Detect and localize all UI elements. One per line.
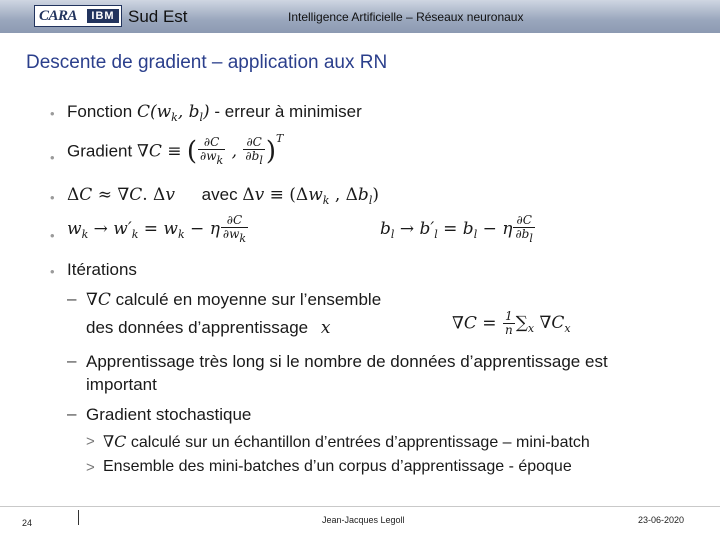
sub3a-text: calculé sur un échantillon d’entrées d’apprentissage – mini-batch	[130, 434, 590, 451]
formula-nabla-c: ∇C	[86, 290, 111, 310]
chevron-right-icon: >	[86, 433, 95, 450]
bullet-icon: •	[50, 228, 55, 243]
footer-divider	[0, 506, 720, 507]
bullet-update-b: $b_l \to b'_l = b_l - \eta$ $\frac{\partial C}{\partial bl}$	[380, 213, 533, 245]
sub-item-long-training-cont: important	[86, 375, 157, 394]
footer-separator	[78, 510, 79, 525]
sub-sub-item-mini-batch: ∇C calculé sur un échantillon d’entrées d’apprentissage – mini-batch	[103, 432, 590, 451]
footer-date: 23-06-2020	[638, 515, 685, 525]
header-title: Intelligence Artificielle – Réseaux neuronaux	[288, 10, 524, 24]
bullet-icon: •	[50, 106, 55, 121]
slide-title: Descente de gradient – application aux RN	[26, 52, 388, 73]
fonction-label: Fonction	[67, 102, 133, 121]
sub1-line1: calculé en moyenne sur l’ensemble	[115, 290, 382, 309]
formula-cost: $C(w_k$, $b_l$)	[136, 102, 210, 124]
logo-cara-text: CARA	[39, 8, 78, 24]
formula-delta-v: $\Delta v \equiv (\Delta w_k$ , $\Delta b_l$)	[242, 185, 379, 207]
formula-gradient: ∇C ≡	[136, 141, 187, 162]
sub-item-stochastic: Gradient stochastique	[86, 405, 252, 424]
bullet-gradient: Gradient ∇C ≡ ( $\frac{\partial C}{\partial wk}$ , $\frac{\partial C}{\partial bl}$ )$^T$	[67, 132, 284, 168]
formula-delta-c: ΔC ≈ ∇C. Δv	[67, 185, 175, 205]
header-bar	[0, 0, 720, 33]
bullet-icon: •	[50, 264, 55, 279]
bullet-icon: •	[50, 190, 55, 205]
dash-icon: –	[67, 351, 77, 370]
bullet-delta	[67, 185, 379, 207]
fonction-suffix: - erreur à minimiser	[214, 102, 362, 121]
region-label: Sud Est	[128, 7, 188, 26]
dash-icon: –	[67, 404, 77, 423]
avec-label: avec	[201, 185, 238, 204]
bullet-iterations: Itérations	[67, 260, 137, 279]
formula-mean-gradient: ∇C = $\frac{1}{n}$ $\sum_x$ $\nabla C_x$	[452, 309, 571, 337]
formula-update-w: $w_k \to w'_k = w_k - \eta$	[67, 218, 220, 241]
cara-ibm-logo	[34, 5, 122, 27]
formula-x: x	[320, 318, 331, 338]
page-number: 24	[22, 518, 33, 528]
sub-item-long-training: Apprentissage très long si le nombre de données d’apprentissage est	[86, 352, 608, 371]
sub-item-mean-gradient-cont	[86, 318, 330, 338]
bullet-update-w: $w_k \to w'_k = w_k - \eta$ $\frac{\partial C}{\partial wk}$	[67, 213, 247, 245]
bullet-icon: •	[50, 150, 55, 165]
sub1-line2: des données d’apprentissage	[86, 318, 309, 337]
dash-icon: –	[67, 289, 77, 308]
logo-ibm-text: IBM	[87, 9, 119, 23]
sub-sub-item-epoch: Ensemble des mini-batches d’un corpus d’apprentissage - époque	[103, 458, 572, 475]
gradient-label: Gradient	[67, 141, 133, 161]
sub-item-mean-gradient	[86, 290, 381, 310]
bullet-fonction	[67, 102, 362, 124]
chevron-right-icon: >	[86, 459, 95, 476]
formula-update-b: $b_l \to b'_l = b_l - \eta$	[380, 218, 513, 241]
footer-author: Jean-Jacques Legoll	[322, 515, 405, 525]
